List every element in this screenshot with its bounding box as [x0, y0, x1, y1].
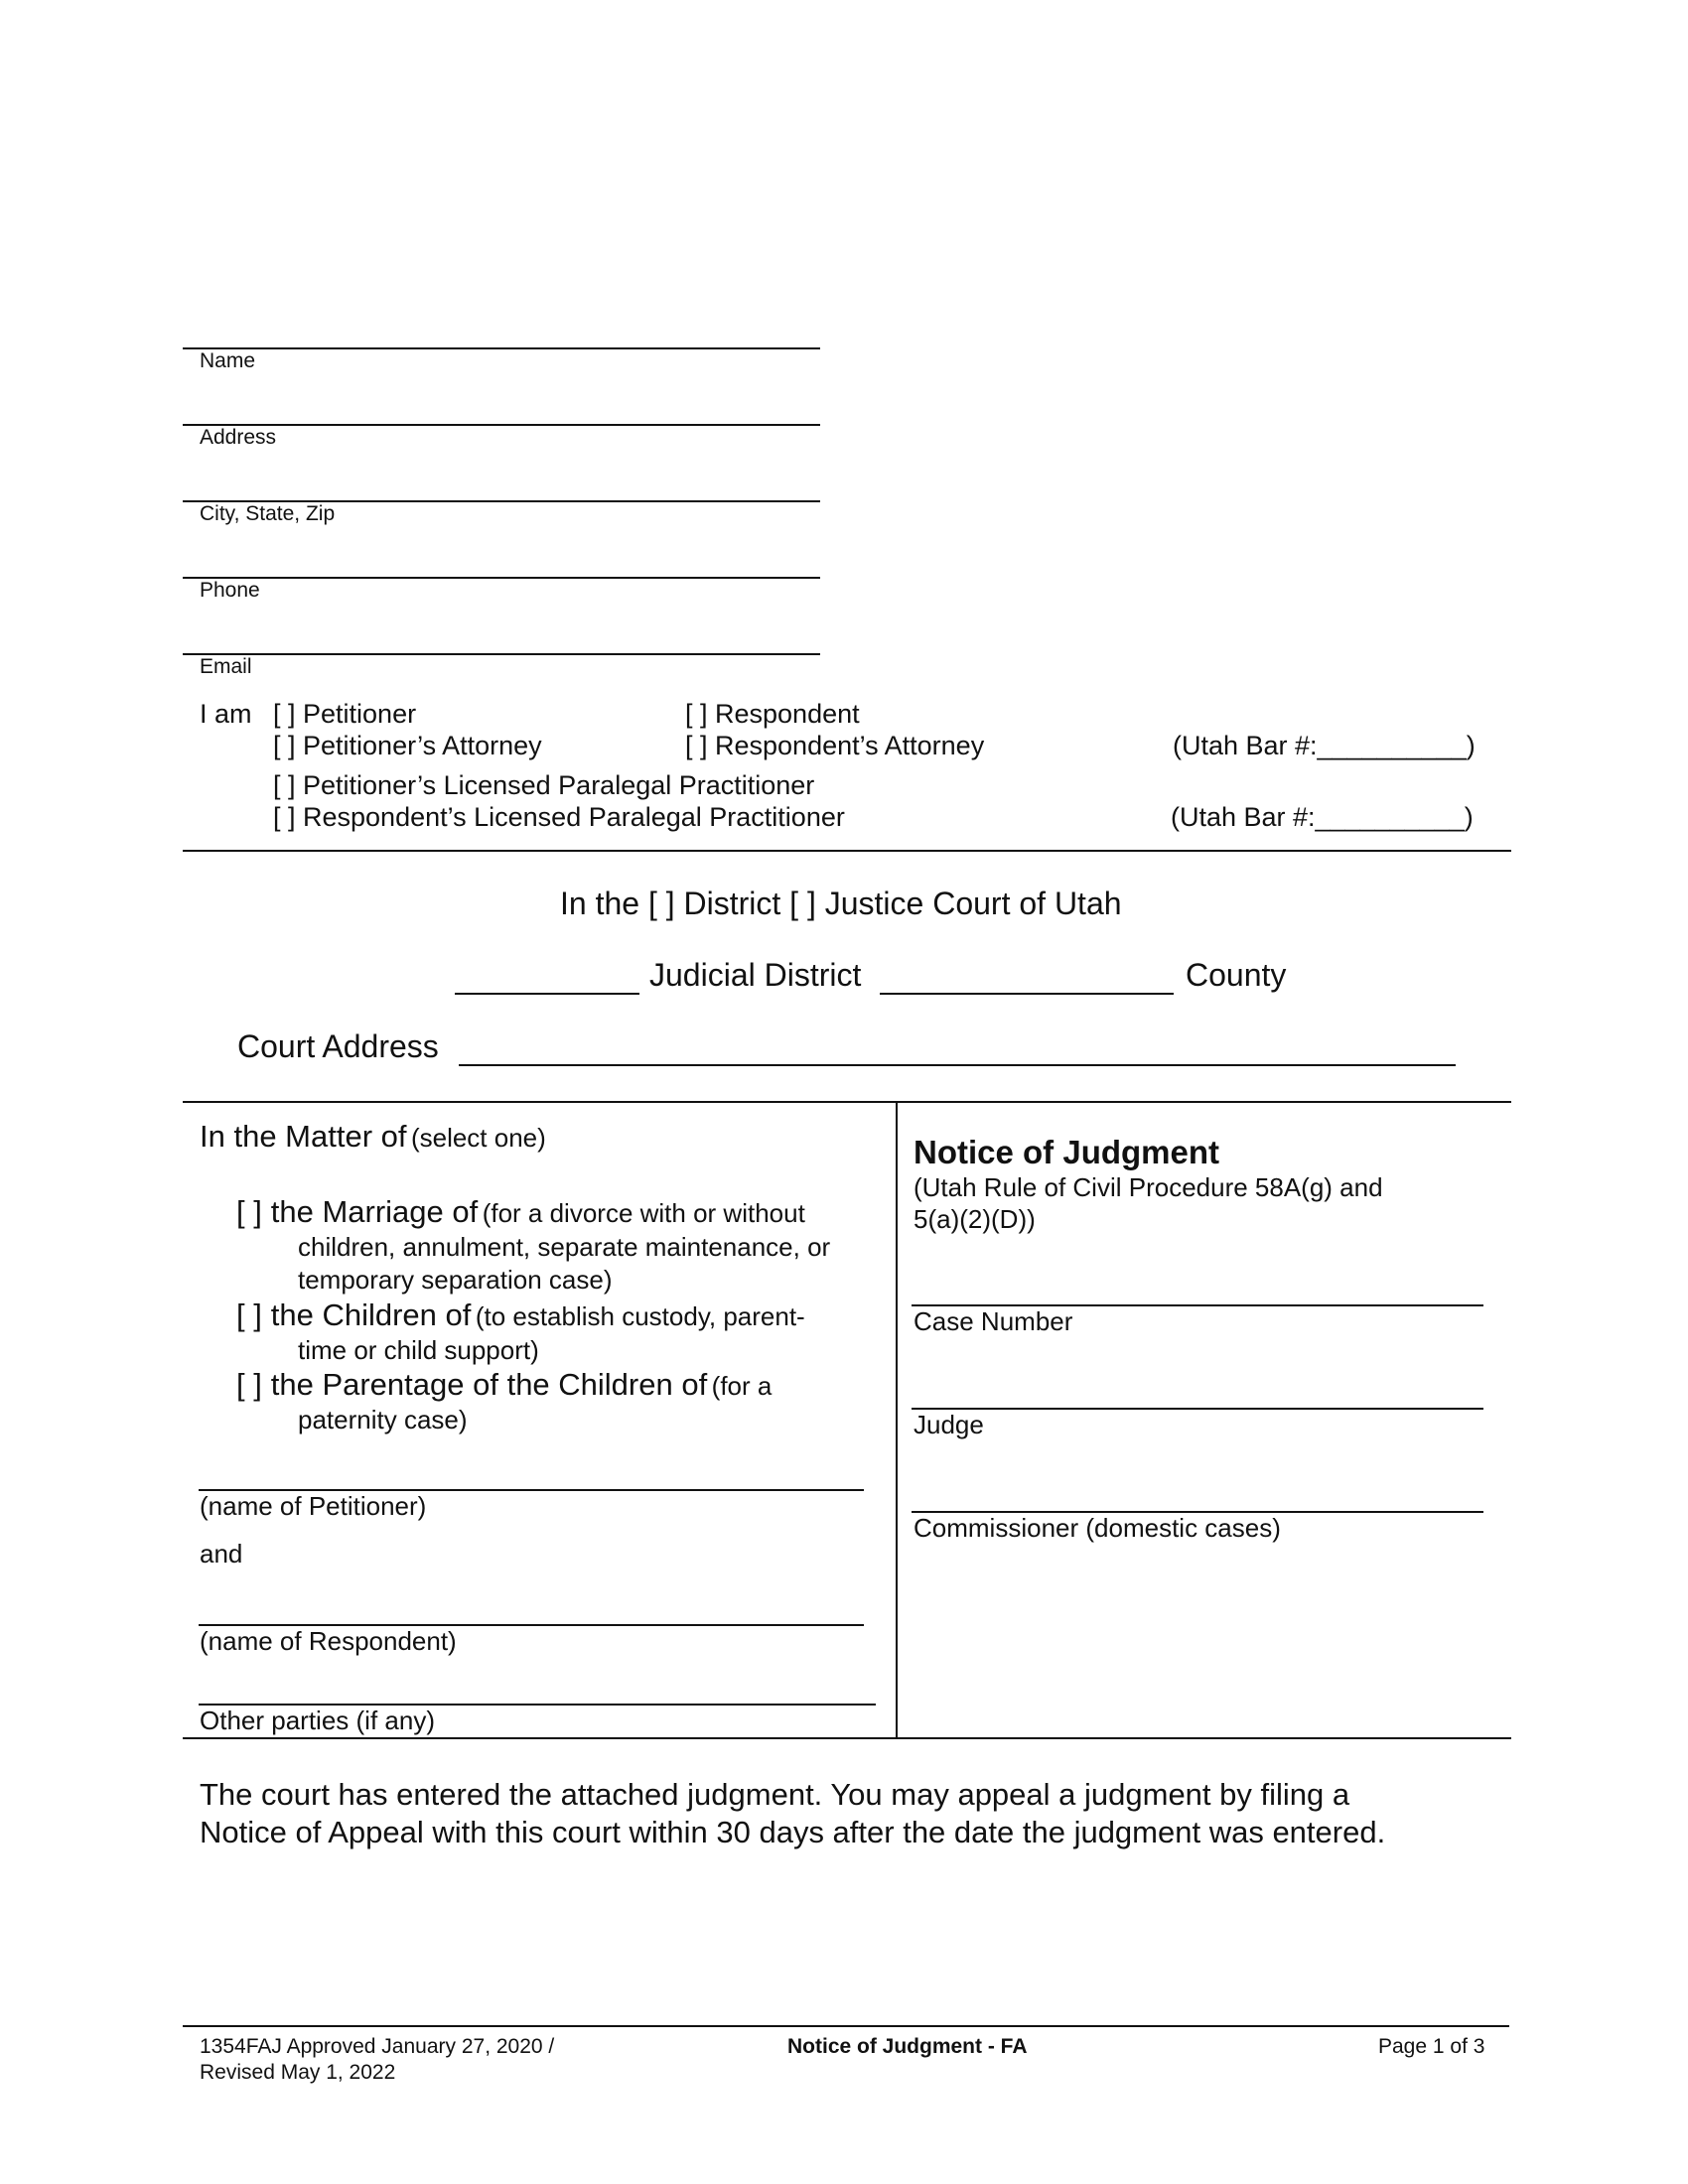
address-line[interactable]: [183, 424, 820, 426]
document-title: Notice of Judgment: [914, 1134, 1220, 1170]
role-petitioner-checkbox[interactable]: [ ] Petitioner: [273, 699, 417, 729]
petitioner-label: (name of Petitioner): [200, 1491, 427, 1521]
judge-line[interactable]: [912, 1408, 1483, 1410]
county-blank[interactable]: [880, 993, 1174, 995]
header-divider: [183, 850, 1511, 852]
form-id-line1: 1354FAJ Approved January 27, 2020 /: [200, 2035, 555, 2058]
parentage-option[interactable]: [ ] the Parentage of the Children of (for a: [236, 1367, 773, 1402]
judicial-district-blank[interactable]: [455, 993, 639, 995]
footer-title: Notice of Judgment - FA: [787, 2035, 1028, 2058]
role-petitioner-attorney-checkbox[interactable]: [ ] Petitioner’s Attorney: [273, 731, 542, 760]
phone-line[interactable]: [183, 577, 820, 579]
parentage-note: paternity case): [298, 1405, 468, 1434]
name-label: Name: [200, 349, 256, 372]
utah-bar-number-field[interactable]: (Utah Bar #:__________): [1173, 731, 1476, 760]
caption-top-border: [183, 1101, 1511, 1103]
caption-divider: [896, 1101, 898, 1738]
page-number: Page 1 of 3: [1378, 2035, 1485, 2058]
role-respondent-attorney-checkbox[interactable]: [ ] Respondent’s Attorney: [685, 731, 985, 760]
form-id-line2: Revised May 1, 2022: [200, 2061, 396, 2084]
notice-text-line1: The court has entered the attached judgment. You may appeal a judgment by filing a: [200, 1777, 1350, 1812]
marriage-option[interactable]: [ ] the Marriage of (for a divorce with or without: [236, 1194, 805, 1229]
judge-label: Judge: [914, 1410, 984, 1439]
city-state-zip-label: City, State, Zip: [200, 502, 336, 525]
role-petitioner-paralegal-checkbox[interactable]: [ ] Petitioner’s Licensed Paralegal Practitioner: [273, 770, 815, 800]
judicial-district-label: Judicial District: [649, 957, 862, 993]
court-type-line[interactable]: In the [ ] District [ ] Justice Court of Utah: [560, 886, 1122, 921]
respondent-label: (name of Respondent): [200, 1626, 457, 1656]
rule-citation-line2: 5(a)(2)(D)): [914, 1204, 1036, 1234]
commissioner-label: Commissioner (domestic cases): [914, 1513, 1281, 1543]
caption-bottom-border: [183, 1737, 1511, 1739]
case-number-label: Case Number: [914, 1306, 1073, 1336]
email-label: Email: [200, 655, 252, 678]
court-address-blank[interactable]: [459, 1064, 1456, 1066]
role-respondent-checkbox[interactable]: [ ] Respondent: [685, 699, 860, 729]
notice-text-line2: Notice of Appeal with this court within 30 days after the date the judgment was entered.: [200, 1815, 1386, 1849]
matter-heading: In the Matter of (select one): [200, 1119, 546, 1154]
children-option[interactable]: [ ] the Children of (to establish custody, parent-: [236, 1297, 805, 1332]
court-address-label: Court Address: [237, 1028, 439, 1064]
email-line[interactable]: [183, 653, 820, 655]
name-line[interactable]: [183, 347, 820, 349]
utah-bar-number-field[interactable]: (Utah Bar #:__________): [1171, 802, 1474, 832]
marriage-checkbox[interactable]: [ ]: [236, 1194, 262, 1229]
rule-citation-line1: (Utah Rule of Civil Procedure 58A(g) and: [914, 1172, 1383, 1202]
marriage-note: children, annulment, separate maintenance, or temporary separation case): [298, 1232, 831, 1295]
other-parties-label: Other parties (if any): [200, 1706, 435, 1735]
footer-divider: [183, 2025, 1509, 2027]
role-respondent-paralegal-checkbox[interactable]: [ ] Respondent’s Licensed Paralegal Practitioner: [273, 802, 845, 832]
parentage-checkbox[interactable]: [ ]: [236, 1367, 262, 1402]
i-am-label: I am: [200, 699, 252, 729]
children-checkbox[interactable]: [ ]: [236, 1297, 262, 1332]
address-label: Address: [200, 426, 277, 449]
phone-label: Phone: [200, 579, 260, 602]
county-label: County: [1186, 957, 1287, 993]
and-label: and: [200, 1539, 243, 1569]
children-note: time or child support): [298, 1335, 539, 1365]
